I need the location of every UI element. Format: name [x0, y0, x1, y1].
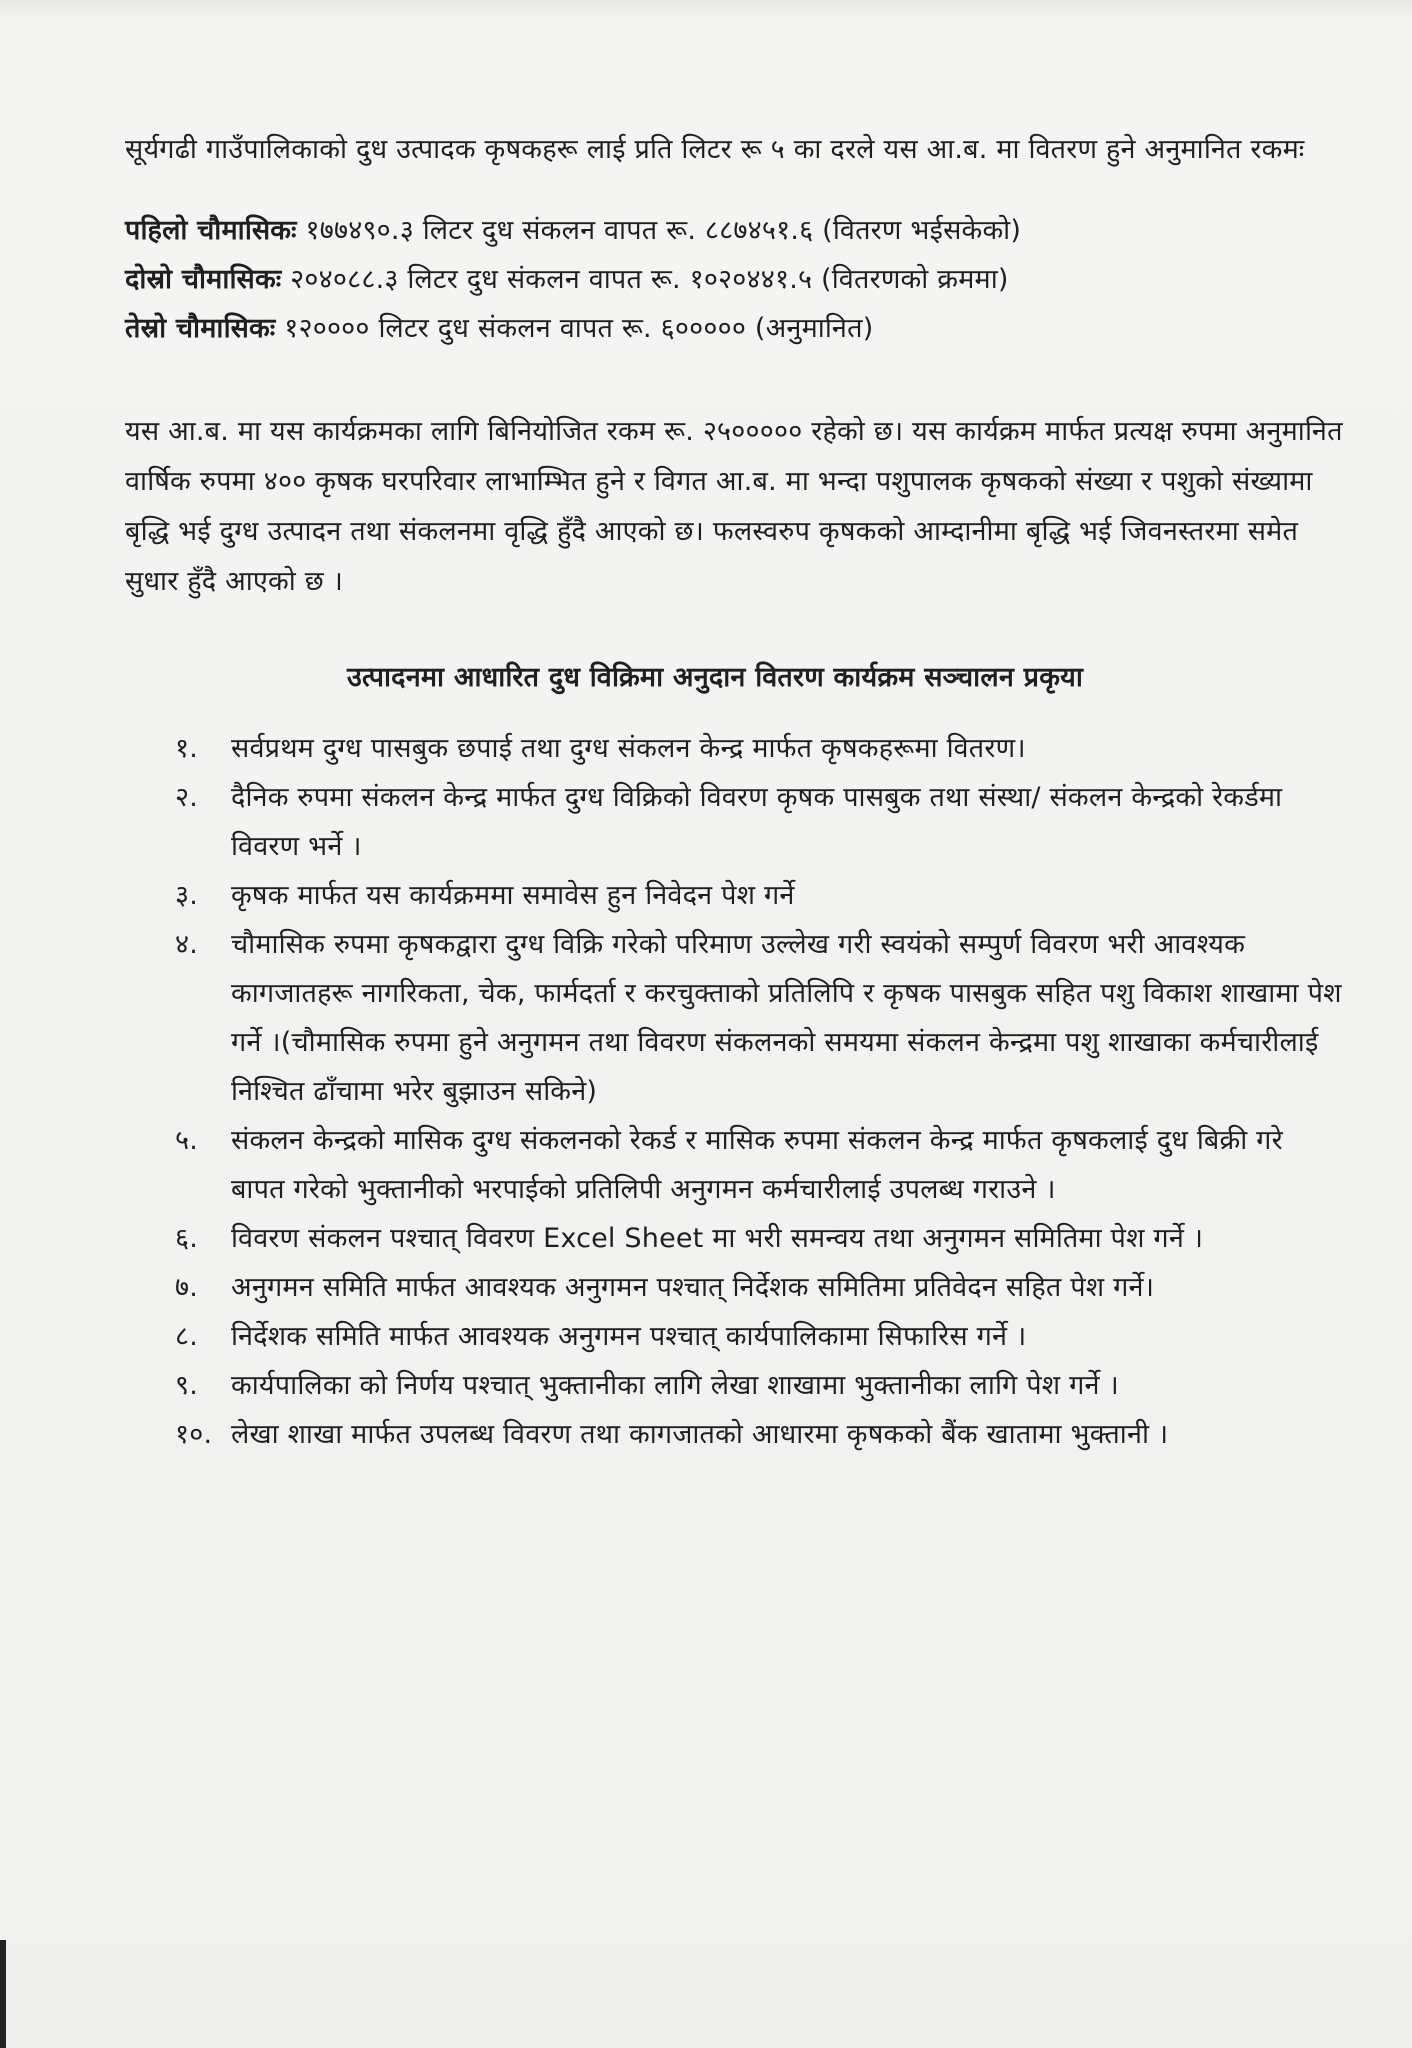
totals-text-1: १७७४९०.३ लिटर दुध संकलन वापत रू. ८८७४५१.६ (वितरण भईसकेको) — [305, 215, 1022, 246]
totals-text-2: २०४०८८.३ लिटर दुध संकलन वापत रू. १०२०४४१.५ (वितरणको क्रममा) — [290, 264, 1009, 295]
list-item — [125, 773, 1345, 871]
step-number: ७. — [175, 1272, 199, 1303]
step-text: लेखा शाखा मार्फत उपलब्ध विवरण तथा कागजातको आधारमा कृषकको बैंक खातामा भुक्तानी । — [231, 1419, 1169, 1450]
list-item — [125, 724, 1345, 773]
page-top-shadow — [0, 0, 1412, 18]
totals-label-3: तेस्रो चौमासिकः — [125, 313, 276, 344]
step-text: चौमासिक रुपमा कृषकद्वारा दुग्ध विक्रि गरेको परिमाण उल्लेख गरी स्वयंको सम्पुर्ण विवरण भरी आवश्यक कागजातहरू नागरिकता, चेक, फार्मदर्ता र करचुक्ताको प्रतिलिपि र कृषक पासबुक सहित पशु विकाश शाखामा पेश गर्ने ।(चौमासिक रुपमा हुने अनुगमन तथा विवरण संकलनको समयमा संकलन केन्द्रमा पशु शाखाका कर्मचारीलाई निश्चित ढाँचामा भरेर बुझाउन सकिने) — [231, 929, 1342, 1107]
totals-row-2 — [125, 255, 1345, 304]
step-text: अनुगमन समिति मार्फत आवश्यक अनुगमन पश्चात् निर्देशक समितिमा प्रतिवेदन सहित पेश गर्ने। — [231, 1272, 1155, 1303]
intro-paragraph: सूर्यगढी गाउँपालिकाको दुध उत्पादक कृषकहरू लाई प्रति लिटर रू ५ का दरले यस आ.ब. मा वितरण हुने अनुमानित रकमः — [125, 134, 1305, 165]
step-number: १०. — [175, 1419, 213, 1450]
step-number: ३. — [175, 880, 199, 911]
step-number: ९. — [175, 1370, 199, 1401]
step-text: निर्देशक समिति मार्फत आवश्यक अनुगमन पश्चात् कार्यपालिकामा सिफारिस गर्ने । — [231, 1321, 1027, 1352]
step-text: विवरण संकलन पश्चात् विवरण Excel Sheet मा भरी समन्वय तथा अनुगमन समितिमा पेश गर्ने । — [231, 1223, 1204, 1254]
list-item — [125, 1361, 1345, 1410]
list-item — [125, 1116, 1345, 1214]
step-number: २. — [175, 782, 199, 813]
list-item — [125, 1214, 1345, 1263]
list-item — [125, 871, 1345, 920]
totals-row-3 — [125, 304, 1345, 353]
totals-row-1 — [125, 206, 1345, 255]
step-number: ६. — [175, 1223, 199, 1254]
totals-text-3: १२०००० लिटर दुध संकलन वापत रू. ६००००० (अनुमानित) — [284, 313, 874, 344]
summary-paragraph: यस आ.ब. मा यस कार्यक्रमका लागि बिनियोजित रकम रू. २५००००० रहेको छ। यस कार्यक्रम मार्फत प्रत्यक्ष रुपमा अनुमानित वार्षिक रुपमा ४०० कृषक घरपरिवार लाभाम्भित हुने र विगत आ.ब. मा भन्दा पशुपालक कृषकको संख्या र पशुको संख्यामा बृद्धि भई दुग्ध उत्पादन तथा संकलनमा वृद्धि हुँदै आएको छ। फलस्वरुप कृषकको आम्दानीमा बृद्धि भई जिवनस्तरमा समेत सुधार हुँदै आएको छ । — [125, 416, 1343, 597]
step-text: संकलन केन्द्रको मासिक दुग्ध संकलनको रेकर्ड र मासिक रुपमा संकलन केन्द्र मार्फत कृषकलाई दुध बिक्री गरे बापत गरेको भुक्तानीको भरपाईको प्रतिलिपी अनुगमन कर्मचारीलाई उपलब्ध गराउने । — [231, 1125, 1283, 1205]
scan-edge-mark — [0, 1940, 6, 2048]
step-number: ५. — [175, 1125, 199, 1156]
totals-label-2: दोस्रो चौमासिकः — [125, 264, 282, 295]
list-item — [125, 1312, 1345, 1361]
step-text: कृषक मार्फत यस कार्यक्रममा समावेस हुन निवेदन पेश गर्ने — [231, 880, 795, 911]
step-text: कार्यपालिका को निर्णय पश्चात् भुक्तानीका लागि लेखा शाखामा भुक्तानीका लागि पेश गर्ने । — [231, 1370, 1119, 1401]
list-item — [125, 1410, 1345, 1459]
list-item — [125, 920, 1345, 1116]
step-text: दैनिक रुपमा संकलन केन्द्र मार्फत दुग्ध विक्रिको विवरण कृषक पासबुक तथा संस्था/ संकलन केन्द्रको रेकर्डमा विवरण भर्ने । — [231, 782, 1283, 862]
step-number: ४. — [175, 929, 199, 960]
document-body — [125, 125, 1345, 1459]
step-text: सर्वप्रथम दुग्ध पासबुक छपाई तथा दुग्ध संकलन केन्द्र मार्फत कृषकहरूमा वितरण। — [231, 733, 1026, 764]
quarterly-totals — [125, 206, 1345, 353]
step-number: १. — [175, 733, 199, 764]
step-number: ८. — [175, 1321, 199, 1352]
procedure-steps — [125, 724, 1345, 1459]
procedure-heading: उत्पादनमा आधारित दुध विक्रिमा अनुदान वितरण कार्यक्रम सञ्चालन प्रकृया — [346, 662, 1084, 693]
list-item — [125, 1263, 1345, 1312]
totals-label-1: पहिलो चौमासिकः — [125, 215, 297, 246]
